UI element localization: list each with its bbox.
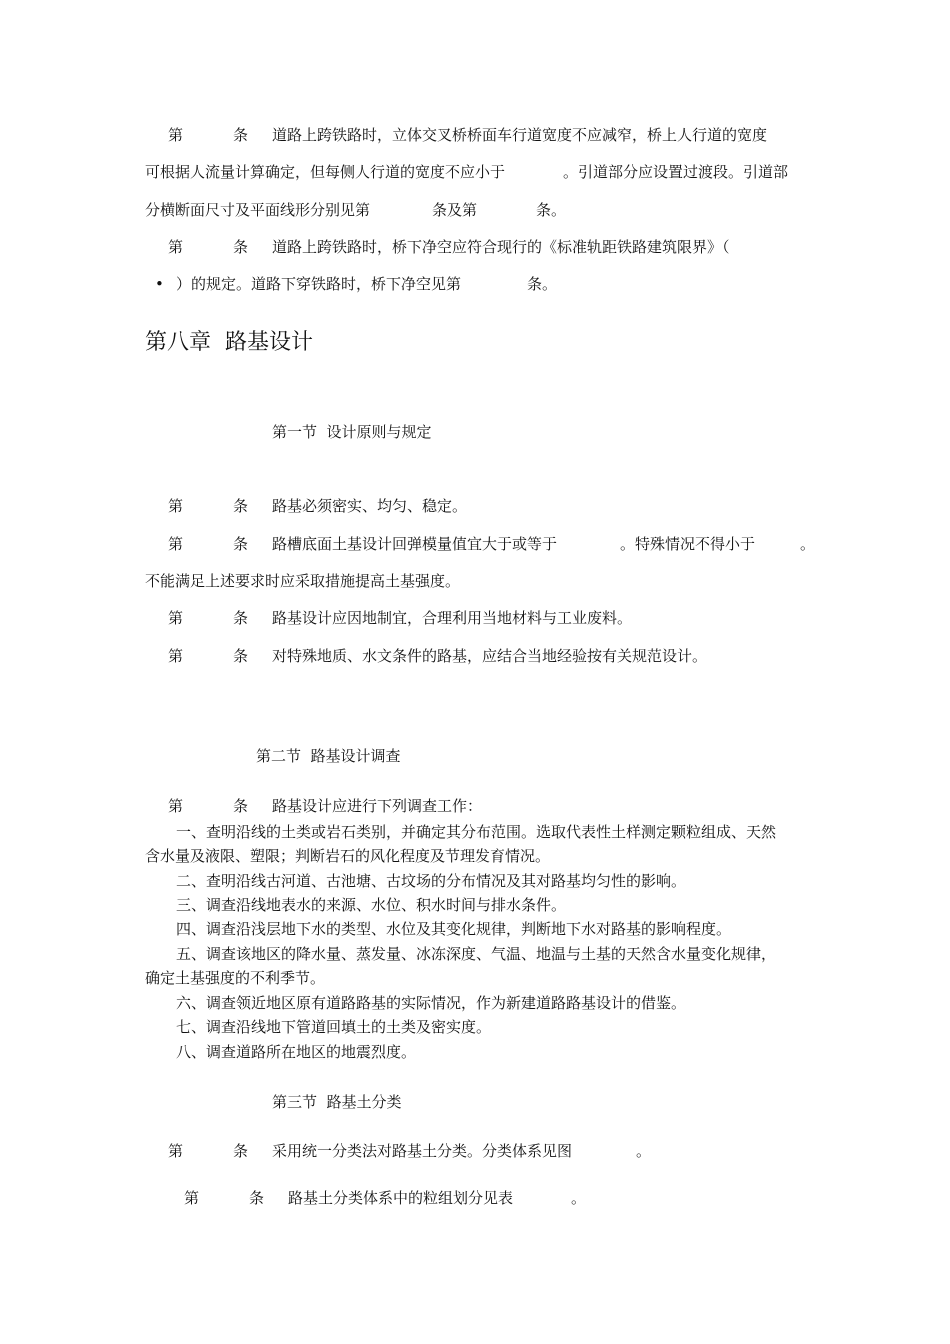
chapter-heading: 第八章 路基设计 xyxy=(145,330,313,355)
bullet: • xyxy=(155,275,164,293)
list-item: 七、调查沿线地下管道回填土的土类及密实度。 xyxy=(176,1018,492,1036)
paragraph-text: 条。 xyxy=(527,275,558,293)
article-text: 路基设计应进行下列调查工作： xyxy=(272,797,483,815)
article-text: 。 xyxy=(636,1142,652,1160)
list-item: 一、查明沿线的土类或岩石类别，并确定其分布范围。选取代表性土样测定颗粒组成、天然 xyxy=(176,823,777,841)
paragraph-text: 分横断面尺寸及平面线形分别见第 xyxy=(145,201,371,219)
article-prefix: 第 xyxy=(168,609,184,627)
article-text: 不能满足上述要求时应采取措施提高土基强度。 xyxy=(145,572,461,590)
article-text: 。 xyxy=(800,535,816,553)
article-prefix: 第 xyxy=(168,647,184,665)
article-suffix: 条 xyxy=(233,609,249,627)
section-title: 第一节 设计原则与规定 xyxy=(272,423,432,441)
article-prefix: 第 xyxy=(168,1142,184,1160)
article-text: 路基必须密实、均匀、稳定。 xyxy=(272,497,468,515)
list-item: 三、调查沿线地表水的来源、水位、积水时间与排水条件。 xyxy=(176,896,567,914)
paragraph-text: 条及第 xyxy=(432,201,478,219)
article-text: 路基设计应因地制宜，合理利用当地材料与工业废料。 xyxy=(272,609,633,627)
article-prefix: 第 xyxy=(168,126,184,144)
article-prefix: 第 xyxy=(168,535,184,553)
list-item: 八、调查道路所在地区的地震烈度。 xyxy=(176,1043,417,1061)
article-prefix: 第 xyxy=(168,797,184,815)
article-prefix: 第 xyxy=(184,1189,200,1207)
article-suffix: 条 xyxy=(233,797,249,815)
paragraph-text: ）的规定。道路下穿铁路时，桥下净空见第 xyxy=(176,275,462,293)
article-text: 。特殊情况不得小于 xyxy=(620,535,756,553)
article-suffix: 条 xyxy=(233,126,249,144)
article-suffix: 条 xyxy=(233,497,249,515)
paragraph-text: 。引道部分应设置过渡段。引道部 xyxy=(563,163,789,181)
list-item: 四、调查沿浅层地下水的类型、水位及其变化规律，判断地下水对路基的影响程度。 xyxy=(176,920,732,938)
paragraph-text: 道路上跨铁路时，桥下净空应符合现行的《标准轨距铁路建筑限界》（ xyxy=(272,238,730,256)
article-text: 对特殊地质、水文条件的路基，应结合当地经验按有关规范设计。 xyxy=(272,647,708,665)
article-text: 路基土分类体系中的粒组划分见表 xyxy=(288,1189,514,1207)
article-text: 。 xyxy=(571,1189,587,1207)
article-prefix: 第 xyxy=(168,238,184,256)
article-text: 采用统一分类法对路基土分类。分类体系见图 xyxy=(272,1142,573,1160)
list-item: 二、查明沿线古河道、古池塘、古坟场的分布情况及其对路基均匀性的影响。 xyxy=(176,872,687,890)
paragraph-text: 可根据人流量计算确定，但每侧人行道的宽度不应小于 xyxy=(145,163,506,181)
article-suffix: 条 xyxy=(233,238,249,256)
article-suffix: 条 xyxy=(249,1189,265,1207)
list-item: 含水量及液限、塑限；判断岩石的风化程度及节理发育情况。 xyxy=(145,847,551,865)
article-text: 路槽底面土基设计回弹模量值宜大于或等于 xyxy=(272,535,558,553)
list-item: 五、调查该地区的降水量、蒸发量、冰冻深度、气温、地温与土基的天然含水量变化规律， xyxy=(176,945,777,963)
section-title: 第三节 路基土分类 xyxy=(272,1093,402,1111)
article-suffix: 条 xyxy=(233,647,249,665)
article-suffix: 条 xyxy=(233,1142,249,1160)
paragraph-text: 道路上跨铁路时，立体交叉桥桥面车行道宽度不应减窄，桥上人行道的宽度 xyxy=(272,126,768,144)
list-item: 六、调查领近地区原有道路路基的实际情况，作为新建道路路基设计的借鉴。 xyxy=(176,994,687,1012)
section-title: 第二节 路基设计调查 xyxy=(256,747,401,765)
paragraph-text: 条。 xyxy=(536,201,567,219)
article-suffix: 条 xyxy=(233,535,249,553)
article-prefix: 第 xyxy=(168,497,184,515)
list-item: 确定土基强度的不利季节。 xyxy=(145,969,326,987)
